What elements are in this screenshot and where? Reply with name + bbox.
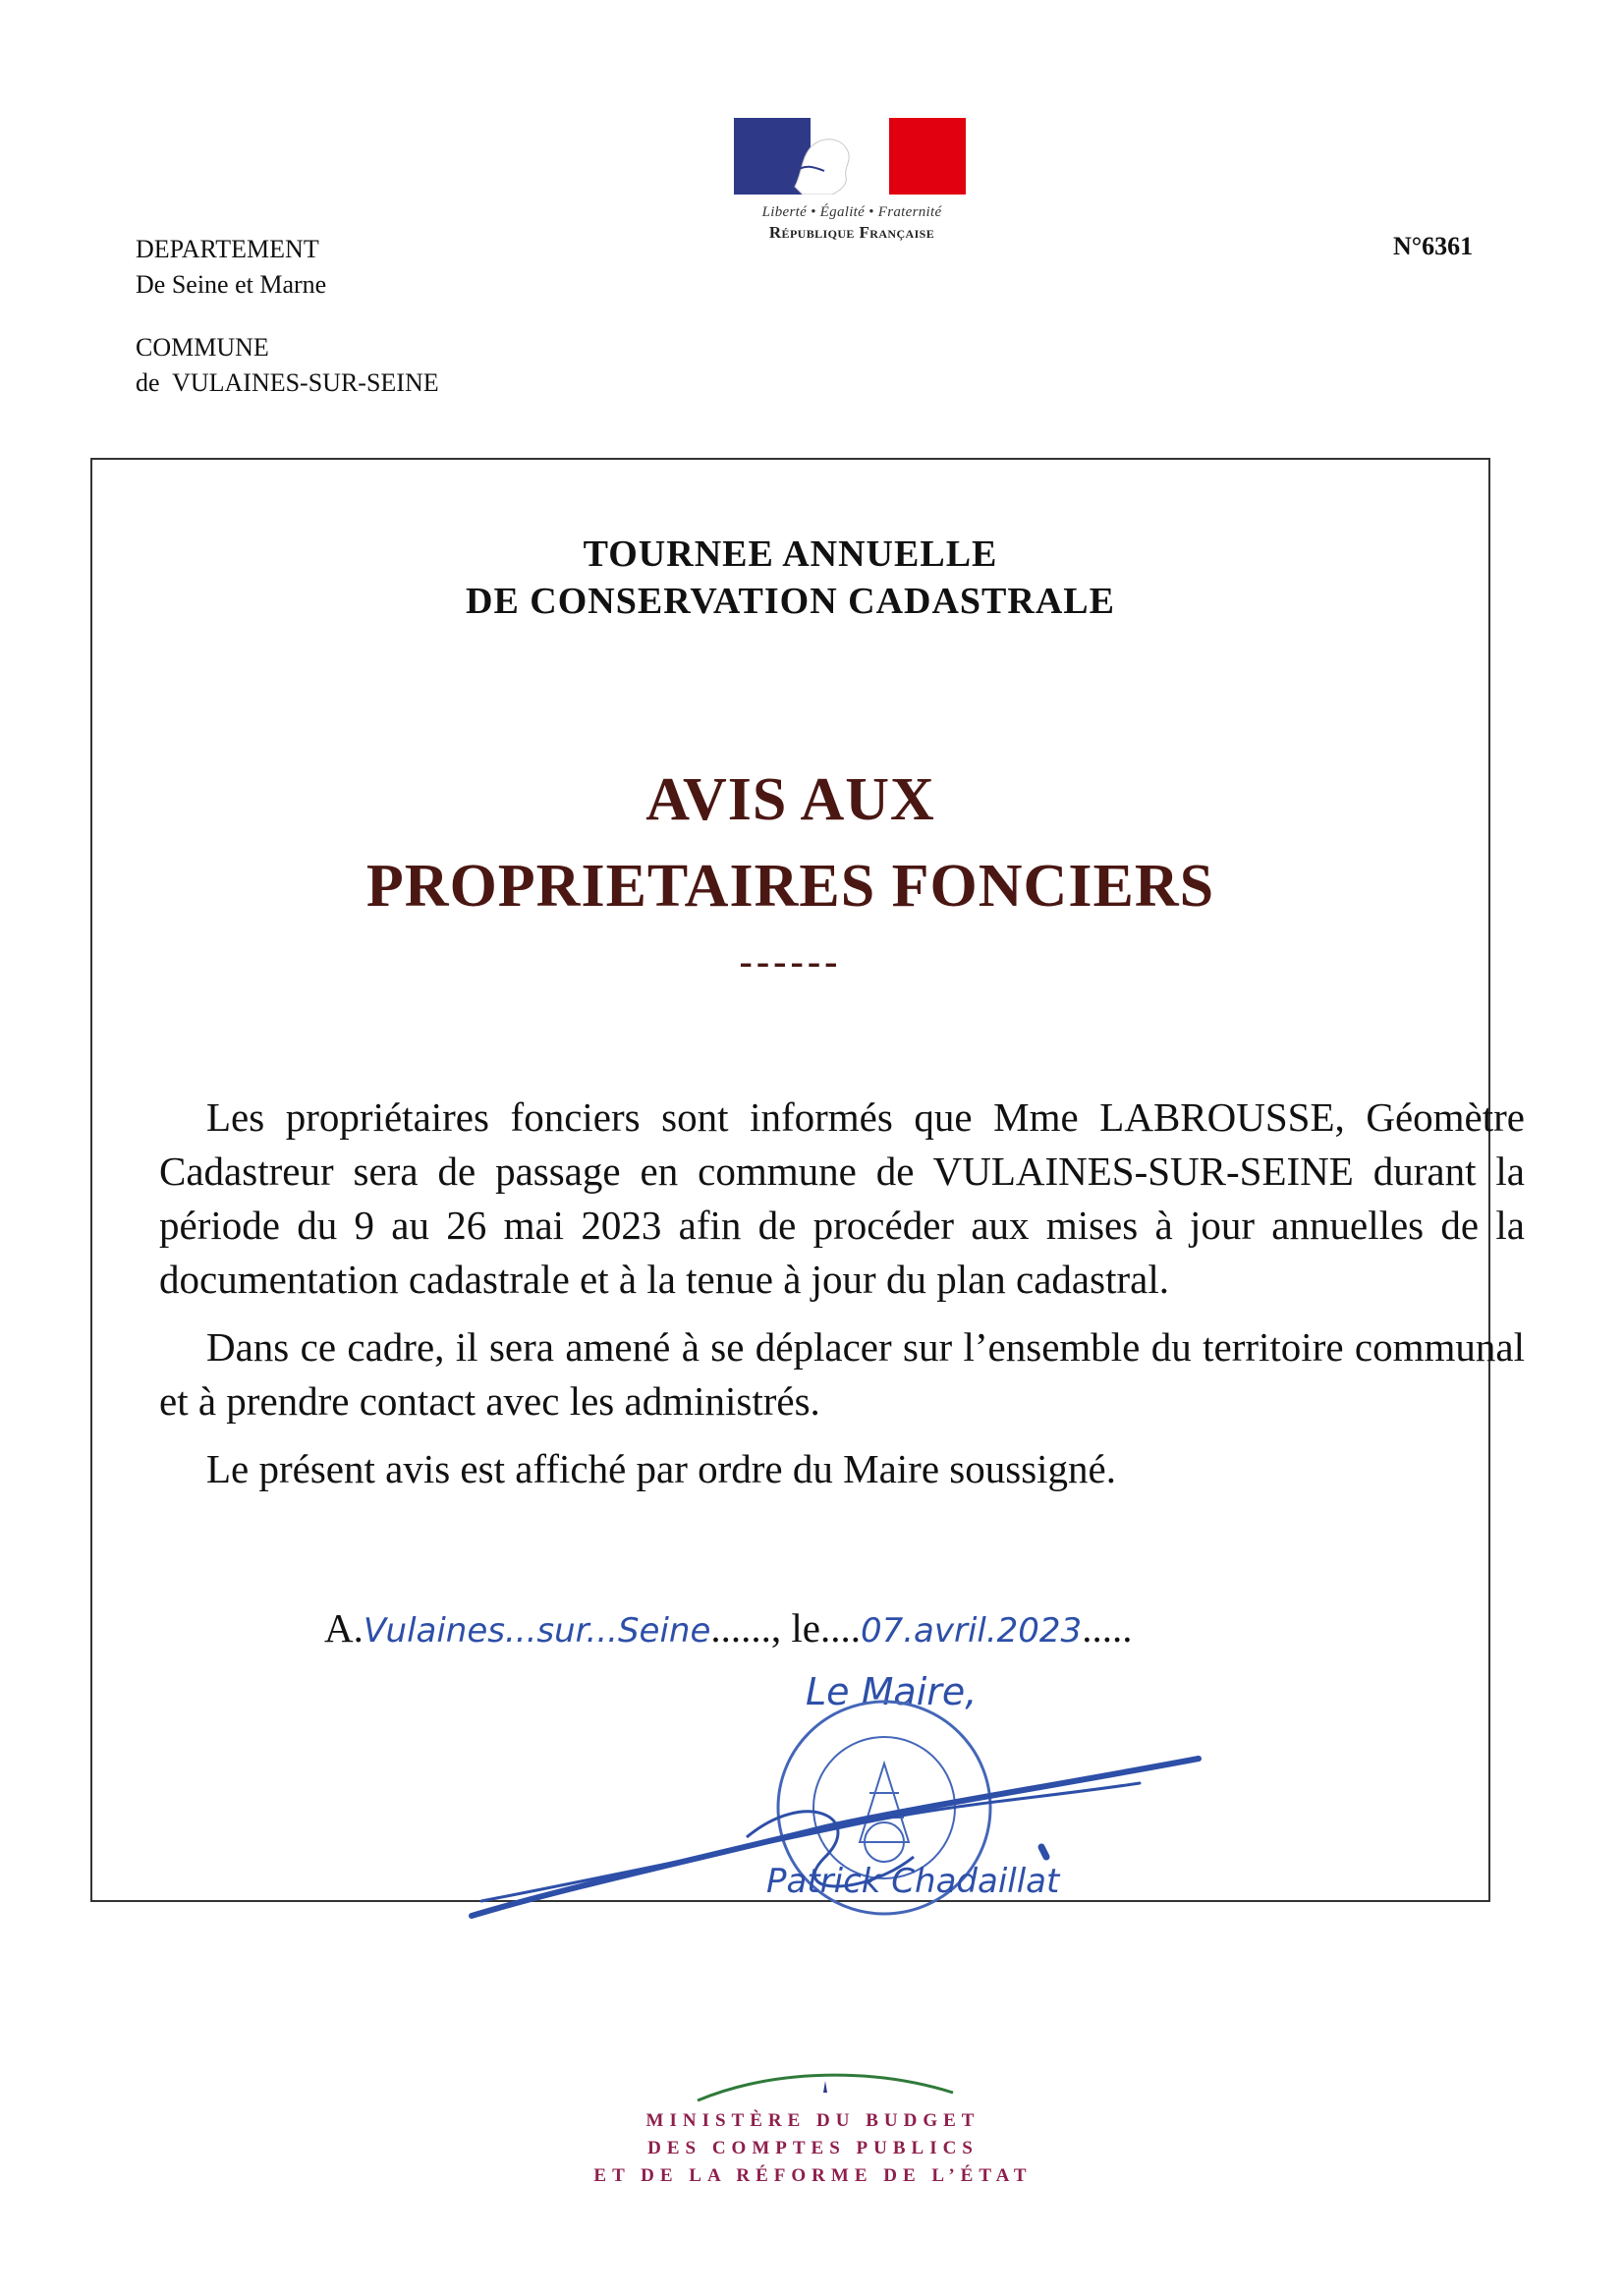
republic-motto: Liberté • Égalité • Fraternité [761,204,942,220]
date-prefix: le.... [781,1605,861,1651]
notice-subtitle [90,531,1490,625]
notice-title [90,756,1490,929]
title-line-1: AVIS AUX [645,766,935,833]
department-label: DEPARTEMENT [136,235,319,263]
marianne-flag-icon [734,118,966,195]
ministry-arc-icon [688,2063,963,2102]
subtitle-line-1: TOURNEE ANNUELLE [583,533,998,575]
ministry-line-3: ET DE LA RÉFORME DE L’ÉTAT [593,2165,1033,2186]
ministry-line-2: DES COMPTES PUBLICS [647,2138,979,2158]
commune-label: COMMUNE [136,333,269,362]
handwritten-place: Vulaines...sur...Seine [363,1611,711,1651]
commune-name: de VULAINES-SUR-SEINE [136,368,439,397]
handwritten-mayor-title: Le Maire, [806,1670,978,1713]
subtitle-line-2: DE CONSERVATION CADASTRALE [466,581,1115,622]
title-line-2: PROPRIETAIRES FONCIERS [365,853,1215,920]
department-block [136,232,326,303]
republique-francaise-logo [724,118,980,243]
title-separator: ------ [739,939,842,983]
republic-name: République Française [768,223,935,242]
handwritten-date: 07.avril.2023 [860,1611,1083,1651]
notice-body [159,1091,1525,1510]
place-prefix: A. [324,1605,364,1651]
notice-number: N°6361 [1393,232,1474,260]
paragraph-2: Dans ce cadre, il sera amené à se déplacer sur l’ensemble du territoire communal et à prendre contact avec les administrés. [159,1324,1525,1424]
paragraph-1: Les propriétaires fonciers sont informés que Mme LABROUSSE, Géomètre Cadastreur sera de passage en commune de VULAINES-SUR-SEINE durant la période du 9 au 26 mai 2023 afin de procéder aux mises à jour annuelles de la documentation cadastrale et à la tenue à jour du plan cadastral. [159,1094,1525,1302]
date-dots: ..... [1082,1605,1133,1651]
commune-block [136,330,439,401]
place-date-line [324,1601,1132,1658]
paragraph-3: Le présent avis est affiché par ordre du Maire soussigné. [206,1446,1116,1491]
ministry-name [531,2107,1095,2190]
department-name: De Seine et Marne [136,270,327,299]
ministry-line-1: MINISTÈRE DU BUDGET [645,2110,980,2131]
place-dots: ......, [710,1605,782,1651]
handwritten-mayor-name: Patrick Chadaillat [766,1862,1060,1901]
